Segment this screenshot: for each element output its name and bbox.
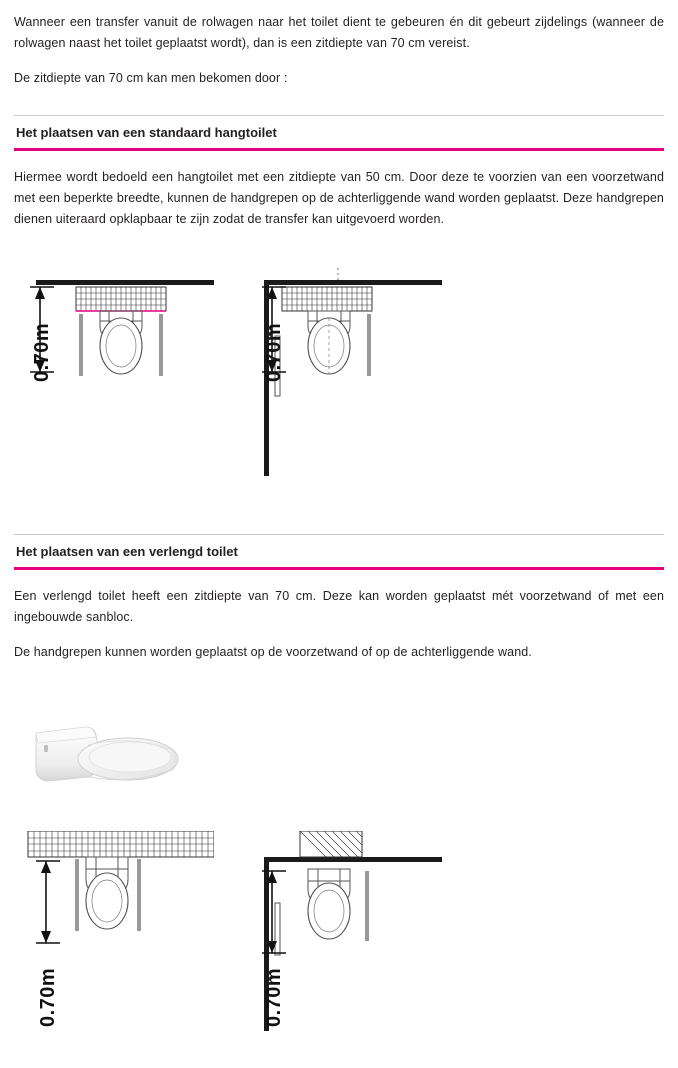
- figure-group-1: [14, 254, 664, 504]
- dimension-label-2b: 0.70m: [263, 967, 285, 1027]
- figure-group-2: [14, 831, 664, 1031]
- section-verlengd-toilet: [14, 534, 664, 1031]
- dimension-label-1b: 0.70m: [263, 322, 285, 382]
- section-2-paragraph-2: De handgrepen kunnen worden geplaatst op de voorzetwand of op de achterliggende wand.: [14, 645, 532, 659]
- figure-verlengd-toilet-sanbloc: [242, 831, 442, 1031]
- intro-paragraph-2: De zitdiepte van 70 cm kan men bekomen door :: [14, 71, 288, 85]
- intro-paragraph-1: Wanneer een transfer vanuit de rolwagen naar het toilet dient te gebeuren én dit gebeurt zijdelings (wanneer de rolwagen naast het toilet geplaatst wordt), dan is een zitdiepte van 70 cm vereist.: [14, 15, 664, 50]
- section-title-2: Het plaatsen van een verlengd toilet: [14, 534, 664, 567]
- dimension-label-1a: 0.70m: [31, 322, 53, 382]
- section-1-paragraph-1: Hiermee wordt bedoeld een hangtoilet met een zitdiepte van 50 cm. Door deze te voorzien van een voorzetwand met een beperkte breedte, kunnen de handgrepen op de achterliggende wand worden geplaatst. Deze handgrepen dienen uiteraard opklapbaar te zijn zodat de transfer kan uitgevoerd worden.: [14, 170, 664, 226]
- section-rule-2: [14, 567, 664, 570]
- section-title-1: Het plaatsen van een standaard hangtoilet: [14, 115, 664, 148]
- dimension-label-2a: 0.70m: [37, 967, 59, 1027]
- figure-verlengd-toilet-voorzetwand: [14, 831, 214, 1031]
- photo-verlengd-toilet: [28, 715, 664, 805]
- figure-standaard-hangtoilet-zonder-handgreep: [14, 254, 214, 504]
- section-standaard-hangtoilet: [14, 115, 664, 504]
- section-rule-1: [14, 148, 664, 151]
- figure-standaard-hangtoilet-met-handgreep: [242, 254, 442, 504]
- section-2-paragraph-1: Een verlengd toilet heeft een zitdiepte van 70 cm. Deze kan worden geplaatst mét voorzetwand of met een ingebouwde sanbloc.: [14, 589, 664, 624]
